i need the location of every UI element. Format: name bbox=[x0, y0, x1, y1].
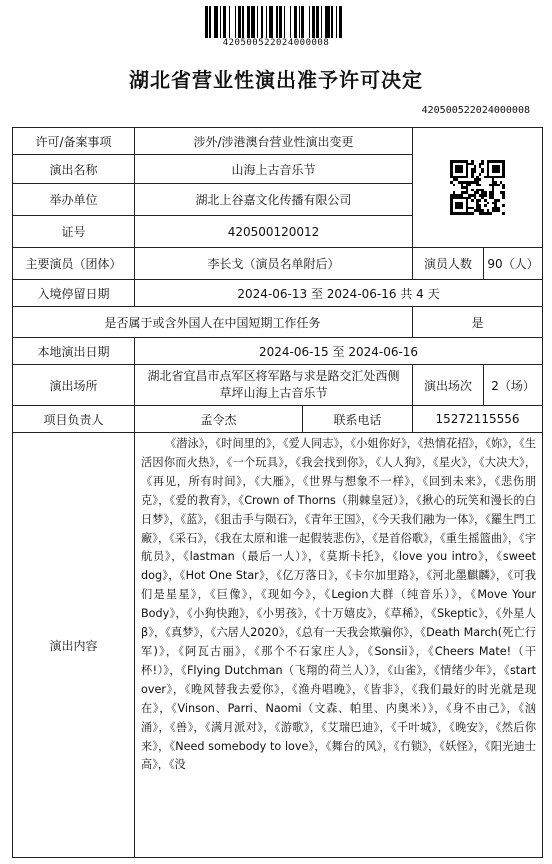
manager-label: 项目负责人 bbox=[13, 406, 135, 433]
organizer-value: 湖北上谷嘉文化传播有限公司 bbox=[135, 184, 413, 216]
venue-label: 演出场所 bbox=[13, 365, 135, 406]
barcode bbox=[205, 6, 345, 38]
barcode-number: 420500522024000008 bbox=[222, 38, 330, 48]
local-date-value: 2024-06-15 至 2024-06-16 bbox=[135, 338, 543, 365]
stay-date-value: 2024-06-13 至 2024-06-16 共 4 天 bbox=[135, 280, 543, 307]
phone-value: 15272115556 bbox=[413, 406, 543, 433]
permit-item-value: 涉外/涉港澳台营业性演出变更 bbox=[135, 128, 413, 155]
content-label: 演出内容 bbox=[13, 433, 135, 858]
sessions-label: 演出场次 bbox=[413, 365, 484, 405]
main-actor-value bbox=[135, 248, 413, 280]
manager-value: 孟令杰 bbox=[135, 406, 303, 433]
show-name-value: 山海上古音乐节 bbox=[135, 155, 413, 184]
local-date-label: 本地演出日期 bbox=[13, 338, 135, 365]
document-number: 420500522024000008 bbox=[421, 105, 530, 116]
main-actor-label: 主要演员（团体） bbox=[13, 248, 135, 280]
venue-value: 湖北省宜昌市点军区将军路与求是路交汇处西侧草坪山海上古音乐节 bbox=[135, 365, 413, 406]
short-work-label: 是否属于或含外国人在中国短期工作任务 bbox=[13, 307, 413, 338]
qr-code-icon bbox=[450, 160, 505, 215]
short-work-value: 是 bbox=[413, 307, 543, 338]
sessions-value: 2（场） bbox=[491, 378, 535, 393]
permit-item-label: 许可/备案事项 bbox=[13, 128, 135, 155]
content-value: 《潜泳》，《时间里的》，《爱人同志》，《小姐你好》，《热情花招》，《妳》，《生活因你而火热》，《一个玩具》，《我会找到你》，《人人狗》，《星火》，《大决大》，《再见，所有时间》，《大雁》，《世界与想象不一样》，《回到未来》，《悲伤朋克》，《爱的教育》，《Crown of Thorns（荆棘皇冠）》，《揪心的玩笑和漫长的白日梦》，《蓝》，《狙击手与陨石》，《青年王国》，《今天我们融为一体》，《羅生門工廠》，《采石》，《我在太原和谁一起假装悲伤》，《是首俗歌》，《重生摇篮曲》，《宇航员》，《lastman（最后一人）》，《莫斯卡托》，《love you intro》，《sweet dog》，《Hot One Star》，《亿万落日》，《卡尔加里路》，《河北墨麒麟》，《可我们是星星》，《巨像》，《现如今》，《Legion大群（纯音乐）》，《Move Your Body》，《小狗快跑》，《小男孩》，《十万嬉皮》，《草稀》，《Skeptic》，《外星人β》，《真梦》，《六居人2020》，《总有一天我会欺骗你》，《Death March(死亡行军)》，《阿瓦古丽》，《那个不石家庄人》，《Sonsii》，《Cheers Mate!（干杯!）》，《Flying Dutchman（飞翔的荷兰人）》，《山雀》，《情绪少年》，《start over》，《晚风替我去爱你》，《渔舟唱晚》，《皆非》，《我们最好的时光就是现在》，《Vinson、Parri、Naomi（文森、帕里、内奥米）》，《身不由己》，《汹涌》，《兽》，《满月派对》，《游歌》，《艾瑞巴迪》，《千叶城》，《晚安》，《然后你来》，《Need somebody to love》，《舞台的风》，《冇锁》，《妖怪》，《阳光迪士高》，《没 bbox=[135, 433, 543, 858]
main-actor-text: 李长戈（演员名单附后） bbox=[207, 257, 340, 271]
actor-count-cell bbox=[413, 248, 543, 280]
license-no-value: 420500120012 bbox=[135, 216, 413, 248]
permit-table bbox=[12, 127, 543, 858]
page-title: 湖北省营业性演出准予许可决定 bbox=[129, 68, 423, 92]
show-name-label: 演出名称 bbox=[13, 155, 135, 184]
actor-count-value: 90（人） bbox=[487, 257, 539, 271]
phone-label: 联系电话 bbox=[303, 406, 413, 433]
sessions-cell bbox=[413, 365, 543, 406]
qr-code-cell bbox=[413, 128, 543, 248]
license-no-label: 证号 bbox=[13, 216, 135, 248]
stay-date-label: 入境停留日期 bbox=[13, 280, 135, 307]
organizer-label: 举办单位 bbox=[13, 184, 135, 216]
actor-count-label: 演员人数 bbox=[413, 248, 484, 279]
